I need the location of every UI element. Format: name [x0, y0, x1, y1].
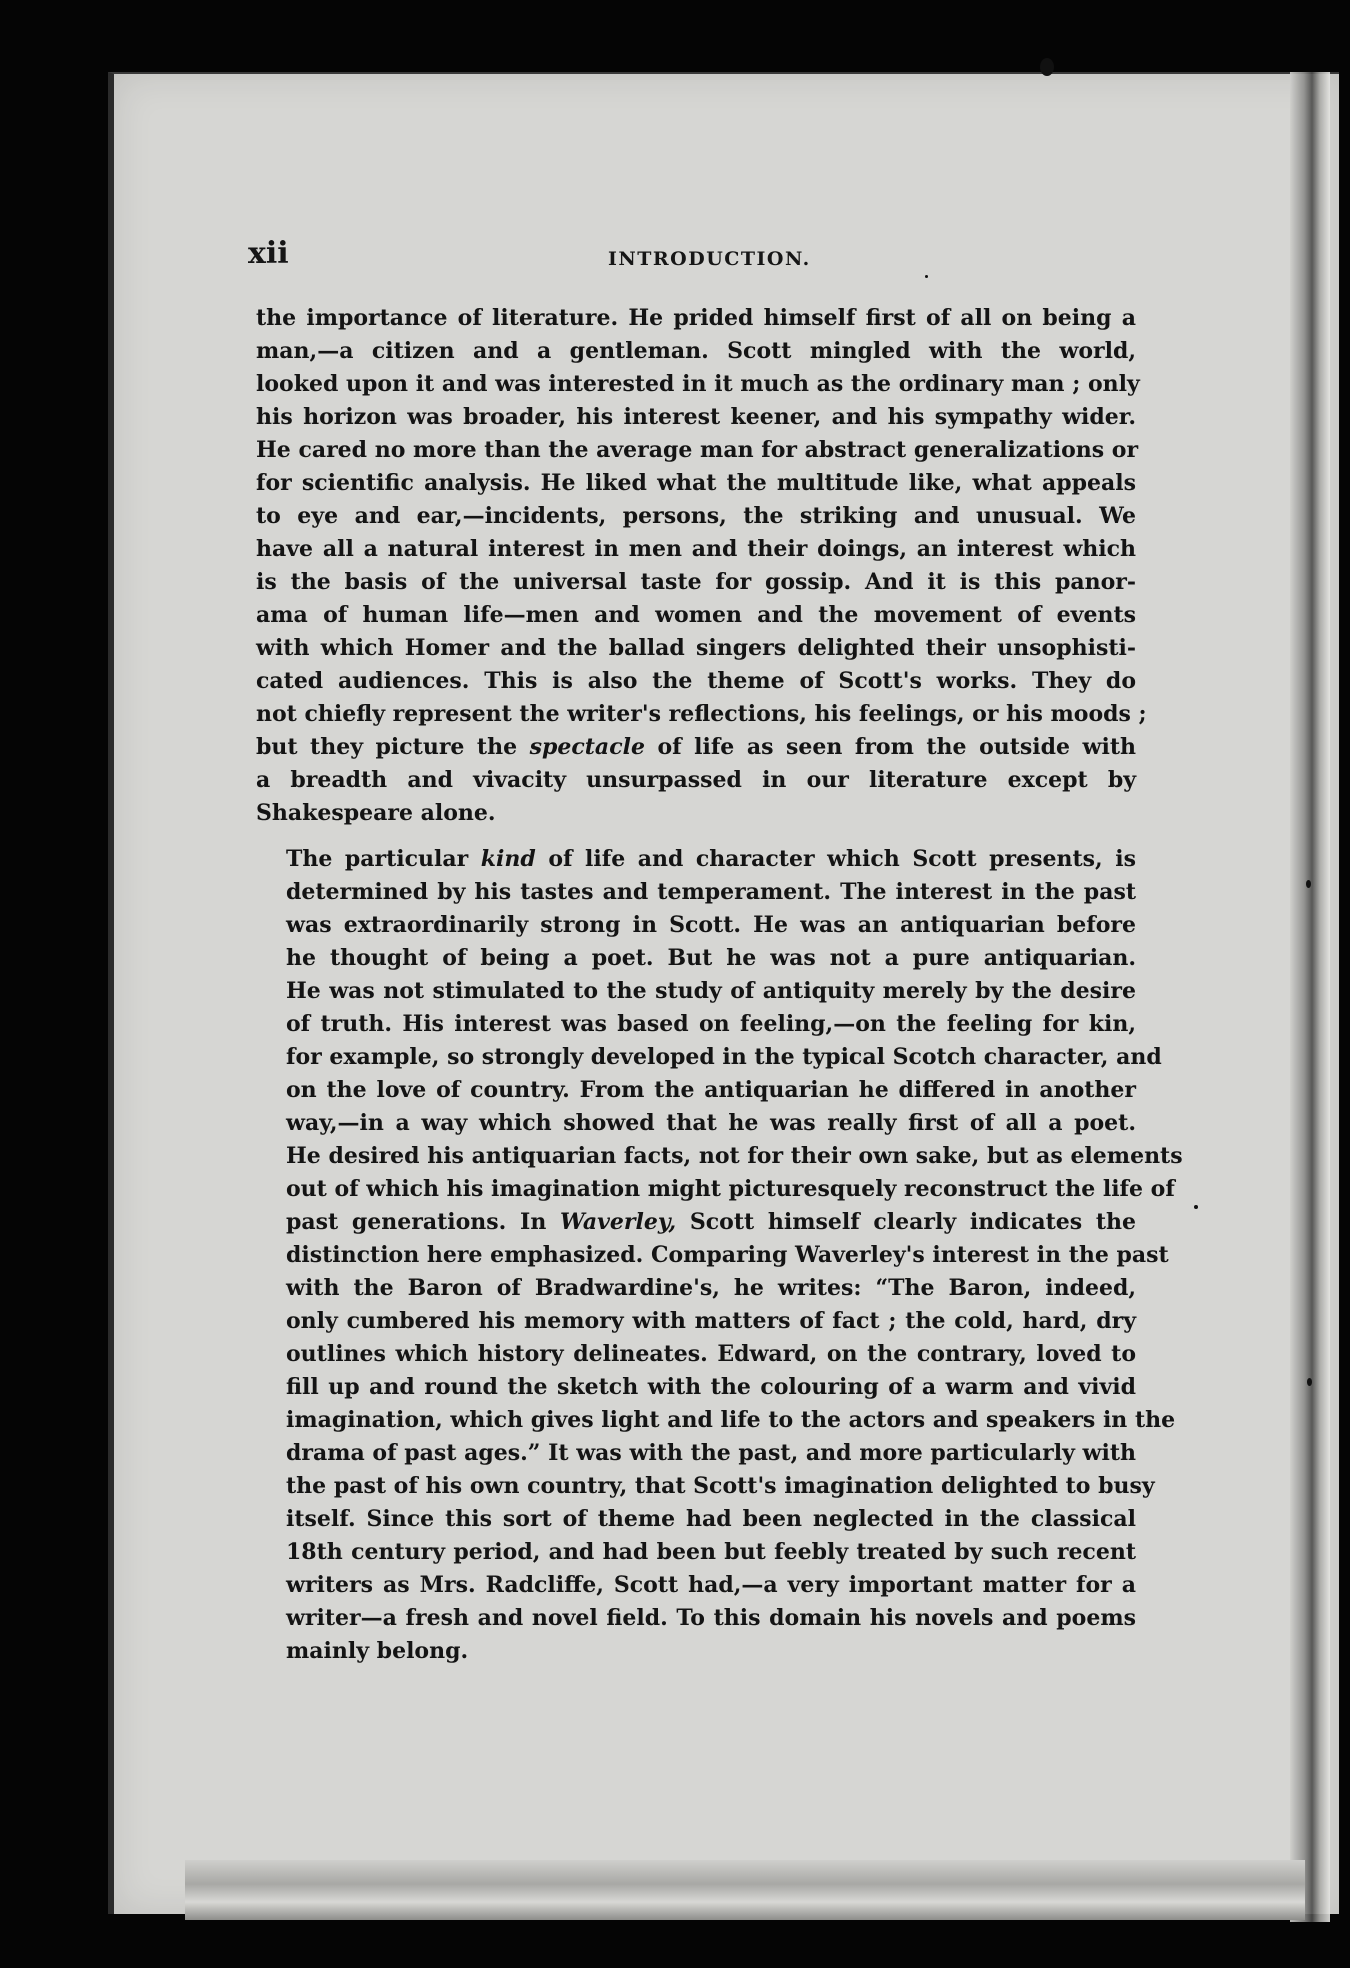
page-number: xii [248, 236, 289, 271]
text-line: to eye and ear,—incidents, persons, the striking and unusual. We [256, 503, 1136, 529]
text-line: cated audiences. This is also the theme of Scott's works. They do [256, 668, 1136, 694]
text-line: outlines which history delineates. Edward, on the contrary, loved to [286, 1341, 1136, 1367]
text-line: for scientific analysis. He liked what the multitude like, what appeals [256, 470, 1136, 496]
body-text [256, 302, 1183, 1668]
text-line: have all a natural interest in men and their doings, an interest which [256, 536, 1136, 562]
dust-speck [1040, 58, 1054, 76]
paragraph [256, 843, 1183, 1668]
text-line: only cumbered his memory with matters of fact ; the cold, hard, dry [286, 1308, 1136, 1334]
page-bottom-edge [185, 1860, 1305, 1920]
text-line: He was not stimulated to the study of antiquity merely by the desire [286, 978, 1136, 1004]
text-line: with which Homer and the ballad singers delighted their unsophisti- [256, 635, 1136, 661]
text-line: He cared no more than the average man for abstract generalizations or [256, 437, 1139, 463]
text-line: mainly belong. [286, 1638, 469, 1664]
text-line: is the basis of the universal taste for gossip. And it is this panor- [256, 569, 1136, 595]
text-line: imagination, which gives light and life to the actors and speakers in the [286, 1407, 1176, 1433]
text-line: way,—in a way which showed that he was really first of all a poet. [286, 1110, 1136, 1136]
text-line: drama of past ages.” It was with the past, and more particularly with [286, 1440, 1136, 1466]
text-line: but they picture the spectacle of life as seen from the outside with [256, 734, 1137, 760]
dust-speck [1194, 1205, 1198, 1209]
text-line: on the love of country. From the antiquarian he differed in another [286, 1077, 1136, 1103]
text-line: The particular kind of life and character which Scott presents, is [286, 846, 1136, 872]
text-line: determined by his tastes and temperament. The interest in the past [286, 879, 1136, 905]
text-line: looked upon it and was interested in it much as the ordinary man ; only [256, 371, 1140, 397]
text-line: writers as Mrs. Radcliffe, Scott had,—a very important matter for a [286, 1572, 1136, 1598]
text-line: for example, so strongly developed in the typical Scotch character, and [286, 1044, 1162, 1070]
text-line: was extraordinarily strong in Scott. He was an antiquarian before [286, 912, 1136, 938]
text-line: of truth. His interest was based on feeling,—on the feeling for kin, [286, 1011, 1136, 1037]
page-header [248, 236, 1148, 276]
page-gutter-shadow [1290, 72, 1330, 1922]
text-line: out of which his imagination might picturesquely reconstruct the life of [286, 1176, 1175, 1202]
dust-speck [1307, 1378, 1312, 1386]
paragraph [256, 302, 1147, 830]
text-line: not chiefly represent the writer's reflections, his feelings, or his moods ; [256, 701, 1147, 727]
text-line: writer—a fresh and novel field. To this domain his novels and poems [286, 1605, 1136, 1631]
text-line: past generations. In Waverley, Scott himself clearly indicates the [286, 1209, 1136, 1235]
text-line: Shakespeare alone. [256, 800, 496, 826]
text-line: He desired his antiquarian facts, not for their own sake, but as elements [286, 1143, 1183, 1169]
running-head: INTRODUCTION. [608, 248, 811, 270]
text-line: his horizon was broader, his interest keener, and his sympathy wider. [256, 404, 1136, 430]
text-line: a breadth and vivacity unsurpassed in our literature except by [256, 767, 1136, 793]
text-line: with the Baron of Bradwardine's, he writes: “The Baron, indeed, [286, 1275, 1136, 1301]
text-line: the importance of literature. He prided himself first of all on being a [256, 305, 1136, 331]
text-line: man,—a citizen and a gentleman. Scott mingled with the world, [256, 338, 1136, 364]
text-line: itself. Since this sort of theme had been neglected in the classical [286, 1506, 1136, 1532]
text-line: the past of his own country, that Scott's imagination delighted to busy [286, 1473, 1155, 1499]
text-line: 18th century period, and had been but feebly treated by such recent [286, 1539, 1136, 1565]
dust-speck [1306, 880, 1311, 888]
text-line: distinction here emphasized. Comparing Waverley's interest in the past [286, 1242, 1169, 1268]
text-line: fill up and round the sketch with the colouring of a warm and vivid [286, 1374, 1136, 1400]
text-line: he thought of being a poet. But he was not a pure antiquarian. [286, 945, 1136, 971]
text-line: ama of human life—men and women and the movement of events [256, 602, 1136, 628]
